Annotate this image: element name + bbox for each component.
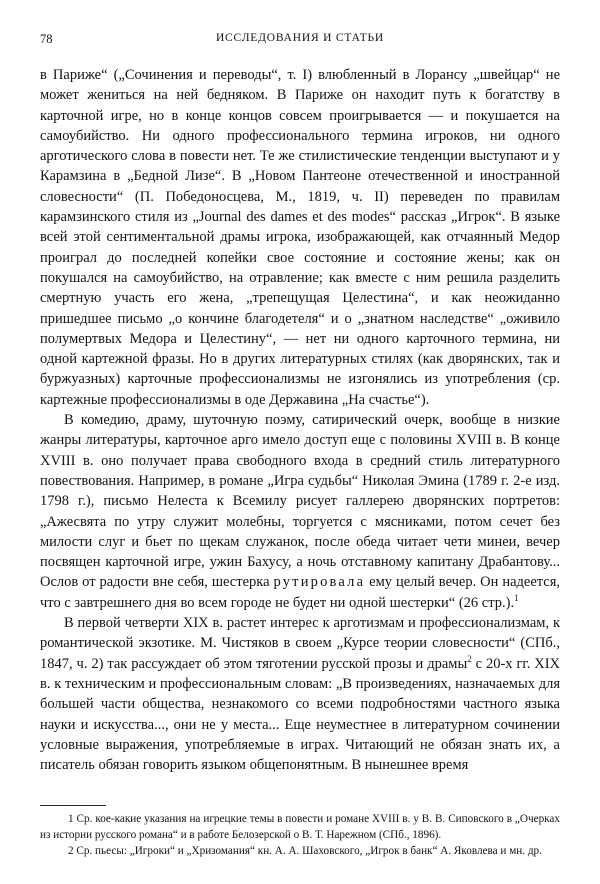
paragraph-3-text-b: с 20-х гг. XIX в. к техническим и профессиональным словам: „В произведениях, назначаемых для большей части общества, незнакомого со всеми подробностями частного языка науки и искусства..., они не у места... Еще неуместнее в литературном сочинении условные выражения, употребляемые в играх. Читающий не обязан знать их, а писатель обязан говорить языком общепонятным. В нынешнее время (40, 655, 561, 774)
paragraph-2-text-b: ему целый вечер. Он надеется, что с завтрешнего дня во всем городе не будет ни одной шестерки“ (26 стр.). (40, 574, 561, 611)
paragraph-1: в Париже“ („Сочинения и переводы“, т. I) влюбленный в Лорансу „швейцар“ не может жениться на ней бедняком. В Париже он находит путь к богатству в карточной игре, но в конце концов совсем проигрывается — и покушается на самоубийство. Ни одного профессионального термина игроков, ни одного арготического слова в повести нет. Те же стилистические тенденции выступают и у Карамзина в „Бедной Лизе“. В „Новом Пантеоне отечественной и иностранной словесности“ (П. Победоносцева, М., 1819, ч. II) переведен по правилам карамзинского стиля из „Journal des dames et des modes“ рассказ „Игрок“. В языке всей этой сентиментальной драмы игрока, изображающей, как отчаянный Медор проиграл до последней копейки свое состояние и состояние жены; как он покушался на самоубийство, на отравление; как вместе с ним решила разделить смертную участь его жена, „трепещущая Целестина“, и как неожиданно пришедшее письмо „о кончине благодетеля“ и о „знатном наследстве“ „оживило полумертвых Медора и Целестину“, — нет ни одного карточного термина, ни одной картежной фразы. Но в других литературных стилях (как дворянских, так и буржуазных) карточные профессионализмы не изгонялись из употребления (ср. картежные профессионализмы в оде Державина „На счастье“). (40, 67, 560, 408)
spaced-word-rutirovala: рутировала (273, 574, 366, 591)
footnote-2: 2 Ср. пьесы: „Игроки“ и „Хризомания“ кн. А. А. Шаховского, „Игрок в банк“ А. Яковлева и мн. др. (68, 845, 542, 857)
footnotes (40, 811, 560, 859)
running-head: ИССЛЕДОВАНИЯ И СТАТЬИ (215, 32, 385, 44)
paragraph-3-text-a: В первой четверти XIX в. растет интерес к арготизмам и профессионализмам, к романтической экзотике. М. Чистяков в своем „Курсе теории словесности“ (СПб., 1847, ч. 2) так рассуждает об этом тяготении русской прозы и драмы (40, 615, 560, 672)
page-header (40, 32, 560, 50)
paragraph-2 (40, 410, 560, 613)
footnote-separator (40, 805, 106, 806)
main-text (40, 65, 560, 775)
page-number: 78 (40, 32, 53, 46)
paragraph-3 (40, 613, 560, 775)
footnote-1: 1 Ср. кое-какие указания на игрецкие темы в повести и романе XVIII в. у В. В. Сиповского в „Очерках из истории русского романа“ и в работе Белозерской о В. Т. Нарежном (СПб., 1896). (40, 813, 560, 841)
footnote-ref-1: 1 (514, 592, 519, 603)
paragraph-2-text-a: В комедию, драму, шуточную поэму, сатирический очерк, вообще в низкие жанры литературы, карточное арго имело доступ еще с половины XVIII в. В конце XVIII в. оно получает права свободного входа в средний стиль литературного повествования. Например, в романе „Игра судьбы“ Николая Эмина (1789 г. 2-е изд. 1798 г.), письмо Нелеста к Всемилу рисует галлерею дворянских портретов: „Ажесвята по утру служит молебны, торгуется с мясниками, потом сечет без милости слуг и бьет по щекам служанок, после обеда читает чети минеи, вечер посвящен карточной игре, ужин Бахусу, а ночь отставному капитану Драбантову... Ослов от радости вне себя, шестерка (40, 412, 560, 591)
footnote-ref-2: 2 (467, 653, 472, 664)
